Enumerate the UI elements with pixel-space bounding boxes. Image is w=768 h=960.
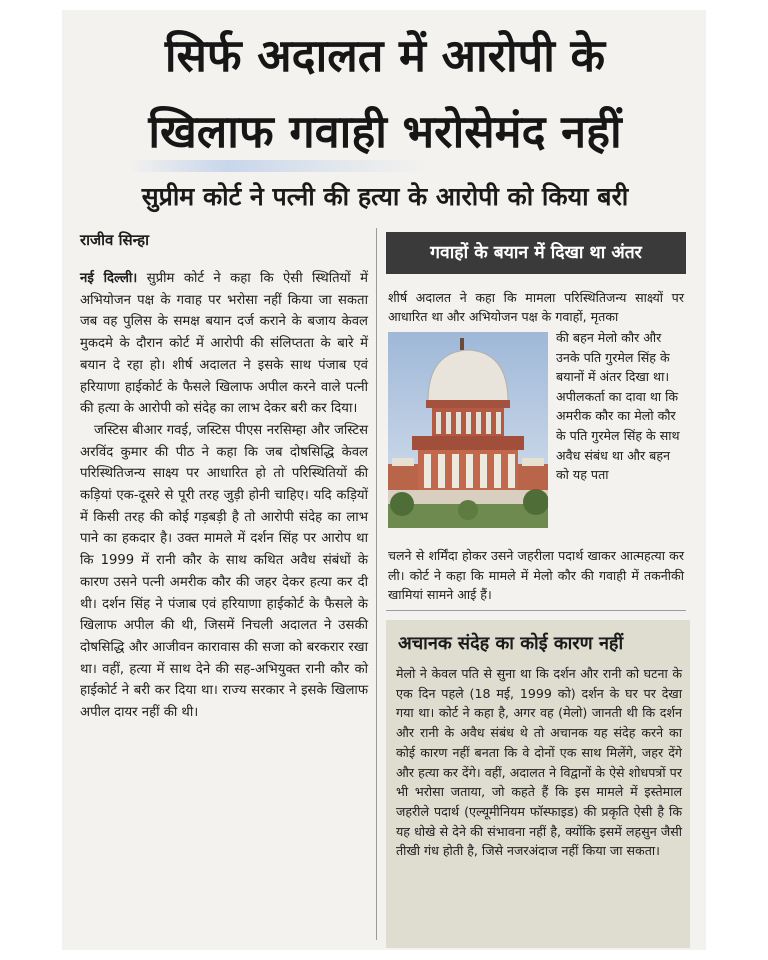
inset-title: अचानक संदेह का कोई कारण नहीं bbox=[398, 633, 624, 654]
main-article bbox=[80, 268, 368, 724]
inset-text: मेलो ने केवल पति से सुना था कि दर्शन और रानी को घटना के एक दिन पहले (18 मई, 1999 को) दर्शन के घर पर देखा गया था। कोर्ट ने कहा है, अगर वह (मेलो) जानती थी कि दर्शन और रानी के अवैध संबंध थे तो अचानक यह संदेह करने का कोई कारण नहीं बनता कि वे दोनों एक साथ मिलेंगे, जहर देंगे और हत्या कर देंगे। वहीं, अदालत ने विद्वानों के ऐसे शोधपत्रों पर भी भरोसा जताया, जो कहते हैं कि इस मामले में इस्तेमाल जहरीले पदार्थ (एल्यूमीनियम फॉस्फाइड) की प्रकृति ऐसी है कि यह धोखे से देने की संभावना नहीं है, क्योंकि इसमें लहसुन जैसी तीखी गंध होती है, जिसे नजरअंदाज नहीं किया जा सकता। bbox=[396, 666, 682, 859]
headline-line-2: खिलाफ गवाही भरोसेमंद नहीं bbox=[148, 105, 622, 158]
sidebar-title: गवाहों के बयान में दिखा था अंतर bbox=[386, 232, 686, 274]
blurred-strip bbox=[128, 160, 428, 172]
article-paragraph-1 bbox=[80, 268, 368, 420]
section-divider bbox=[386, 610, 686, 611]
dateline: नई दिल्ली। bbox=[80, 271, 138, 286]
byline: राजीव सिन्हा bbox=[80, 231, 149, 249]
column-divider bbox=[376, 228, 377, 940]
article-paragraph-2: जस्टिस बीआर गवई, जस्टिस पीएस नरसिम्हा और जस्टिस अरविंद कुमार की पीठ ने कहा कि जब दोषसिद्धि केवल परिस्थितिजन्य साक्ष्य पर आधारित हो तो परिस्थितियों की कड़ियां एक-दूसरे से पूरी तरह जुड़ी होनी चाहिए। यदि कड़ियों में किसी तरह की कोई गड़बड़ी है तो आरोपी संदेह का लाभ पाने का हकदार है। उक्त मामले में दर्शन सिंह पर आरोप था कि 1999 में रानी कौर के साथ कथित अवैध संबंधों के कारण उसने पत्नी अमरीक कौर की जहर देकर हत्या कर दी थी। दर्शन सिंह ने पंजाब एवं हरियाणा हाईकोर्ट के फैसले के खिलाफ अपील की थी, जिसमें निचली अदालत ने उसकी दोषसिद्धि और आजीवन कारावास की सजा को बरकरार रखा था। वहीं, हत्या में साथ देने की सह-अभियुक्त रानी कौर को हाईकोर्ट ने बरी कर दिया था। राज्य सरकार ने इसके खिलाफ अपील दायर नहीं की थी। bbox=[80, 422, 368, 721]
headline-line-1: सिर्फ अदालत में आरोपी के bbox=[164, 29, 606, 82]
sidebar-text-top: शीर्ष अदालत ने कहा कि मामला परिस्थितिजन्य साक्ष्यों पर आधारित था और अभियोजन पक्ष के गवाहों, मृतका bbox=[388, 290, 684, 324]
sidebar-text-side: की बहन मेलो कौर और उनके पति गुरमेल सिंह के बयानों में अंतर दिखा था। अपीलकर्ता का दावा था कि अमरीक कौर का मेलो कौर के पति गुरमेल सिंह के साथ अवैध संबंध था और बहन को यह पता bbox=[556, 330, 680, 483]
supreme-court-building-icon bbox=[388, 332, 548, 528]
subheadline: सुप्रीम कोर्ट ने पत्नी की हत्या के आरोपी को किया बरी bbox=[141, 182, 629, 211]
paragraph-text: सुप्रीम कोर्ट ने कहा कि ऐसी स्थितियों में अभियोजन पक्ष के गवाह पर भरोसा नहीं किया जा सकता जब वह पुलिस के समक्ष बयान दर्ज कराने के बजाय केवल मुकदमे के दौरान कोर्ट में आरोपी की संलिप्तता के बारे में बयान दे रहा हो। शीर्ष अदालत ने इसके साथ पंजाब एवं हरियाणा हाईकोर्ट के फैसले खिलाफ अपील करने वाले पत्नी की हत्या के आरोपी को संदेह का लाभ देकर बरी कर दिया। bbox=[80, 271, 368, 417]
supreme-court-photo bbox=[388, 332, 548, 528]
sidebar-text-bottom: चलने से शर्मिंदा होकर उसने जहरीला पदार्थ खाकर आत्महत्या कर ली। कोर्ट ने कहा कि मामले में मेलो कौर की गवाही में तकनीकी खामियां सामने आई हैं। bbox=[388, 548, 684, 603]
